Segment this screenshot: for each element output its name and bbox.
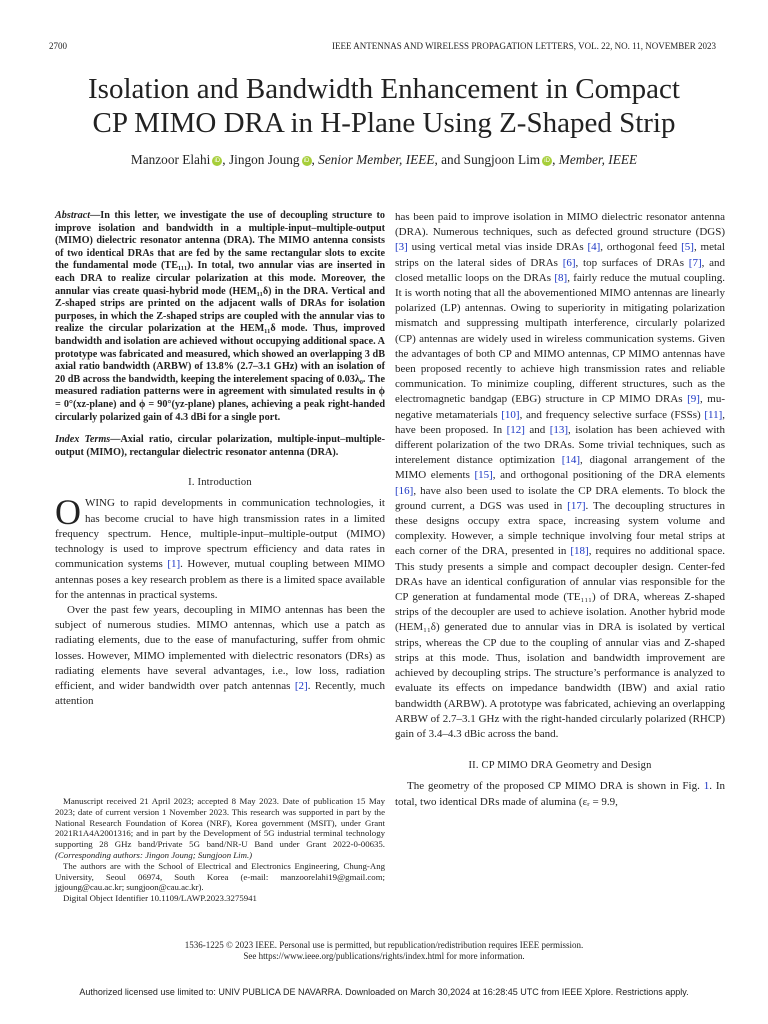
text: has been paid to improve isolation in MIMO dielectric resonator antenna (DRA). Numerous techniques, such as defected ground structure (DGS) xyxy=(395,211,725,239)
citation-link[interactable]: [2] xyxy=(294,679,308,692)
text: , have been proposed. In xyxy=(395,408,725,436)
copyright-notice xyxy=(40,940,728,962)
citation-link[interactable]: [17] xyxy=(567,499,586,512)
text: , metal strips on the lateral sides of DRAs xyxy=(395,241,725,269)
text: The geometry of the proposed CP MIMO DRA is shown in Fig. xyxy=(407,780,704,793)
section-heading-geometry: II. CP MIMO DRA Geometry and Design xyxy=(468,760,652,772)
index-terms xyxy=(55,434,385,459)
intro-paragraph-1 xyxy=(55,492,385,602)
text: and xyxy=(524,423,550,436)
citation-link[interactable]: [5] xyxy=(681,241,694,254)
citation-link[interactable]: [8] xyxy=(554,271,568,284)
intro-p1-text: WING to rapid developments in communication technologies, it has become crucial to have high transmission rates in a limited frequency spectrum. Hence, multiple-input–multiple-output (MIMO) technology is used to improve spectrum efficiency and data rates in communication systems xyxy=(55,497,385,571)
author-1: Manzoor Elahi xyxy=(130,152,211,167)
index-terms-label: Index Terms xyxy=(55,434,111,446)
intro-p2-text: Over the past few years, decoupling in MIMO antennas has been the subject of numerous studies. MIMO antennas, which use a patch as radiating elements, due to the ease of manufacturing, suffer from ohmic losses. However, MIMO implemented with dielectric resonators (DRs) as radiating elements have several advantages, i.e., low loss, radiation efficient, and wider bandwidth over patch antennas xyxy=(55,603,385,692)
orcid-icon[interactable]: iD xyxy=(302,156,312,166)
section-heading-introduction: I. Introduction xyxy=(188,477,252,489)
journal-header: IEEE ANTENNAS AND WIRELESS PROPAGATION LETTERS, VOL. 22, NO. 11, NOVEMBER 2023 xyxy=(331,41,716,51)
intro-p2-text-end: . Recently, much attention xyxy=(55,679,385,708)
text: , requires no additional space. This study presents a simple and compact decoupler design. Center-fed DRAs have an identical configuration of annular vias responsible for the CP generation at fundamental mode (TE₁₁₁) of DRA, whereas Z-shaped strips of the decoupler are used to achieve isolation. Another hybrid mode (HEM₁₁δ) generated due to annular vias in DRA is isolated by vertical strips, whereas the CP due to the coupling of annular vias and Z-shaped strips at this mode. Thus, isolation and bandwidth improvement are achieved by decoupling strips. The structure’s performance is analyzed to evaluate its effects on impedance bandwidth (IBW) and axial ratio bandwidth (ARBW). A prototype was fabricated, achieving an overlapping ARBW of 2.7–3.1 GHz with the right-handed circularly polarized (RHCP) gain of 3.4–4.3 dBic across the band. xyxy=(395,545,725,740)
footnote-corresponding: (Corresponding authors: Jingon Joung; Sungjoon Lim.) xyxy=(55,849,253,860)
left-column xyxy=(55,210,385,709)
text: , and orthogonal positioning of the DRA elements xyxy=(492,469,725,482)
footnote-manuscript xyxy=(55,796,385,861)
text: using vertical metal vias inside DRAs xyxy=(407,241,588,254)
text: , mu-negative metamaterials xyxy=(395,393,725,421)
abstract xyxy=(55,210,385,424)
author-2-role: Senior Member, IEEE xyxy=(318,152,435,167)
text: . The decoupling structures in these designs occupy extra space, increasing system volume and complexity. However, a simple technique involving four metal strips at each corner of the DRA, presented in xyxy=(395,499,725,558)
text: , and frequency selective surface (FSSs) xyxy=(519,408,705,421)
citation-link[interactable]: [1] xyxy=(167,558,181,571)
footnote xyxy=(55,796,385,904)
title-line-2: CP MIMO DRA in H-Plane Using Z-Shaped Strip xyxy=(92,107,676,139)
index-terms-text: —Axial ratio, circular polarization, multiple-input–multiple-output (MIMO), rectangular dielectric resonator antenna (DRA). xyxy=(55,434,385,458)
citation-link[interactable]: [13] xyxy=(549,423,569,436)
citation-link[interactable]: [14] xyxy=(561,454,581,467)
text: , isolation has been achieved with different polarization of the two DRAs. Some trivial techniques, such as interelement distance optimization xyxy=(395,423,725,467)
citation-link[interactable]: [10] xyxy=(501,408,520,421)
text: , fairly reduce the mutual coupling. It is worth noting that all the abovementioned MIMO antennas are linearly polarized (LP) antennas. Owing to superiority in mitigating polarization mismatch and suppressing multipath interference, circularly polarized (CP) antennas are widely used in wireless communication systems. Given the advantages of both CP and MIMO antennas, CP MIMO antennas have been proposed recently to achieve high transmission rates and reliable communication. To minimize coupling, different structures, such as the electromagnetic bandgap (EBG) structure in CP MIMO DRAs xyxy=(395,271,725,406)
title-line-1: Isolation and Bandwidth Enhancement in Compact xyxy=(88,73,680,105)
footnote-doi: Digital Object Identifier 10.1109/LAWP.2023.3275941 xyxy=(63,893,257,904)
citation-link[interactable]: [16] xyxy=(395,484,414,497)
orcid-icon[interactable]: iD xyxy=(212,156,222,166)
author-2: Jingon Joung xyxy=(228,152,300,167)
copyright-line-2: See https://www.ieee.org/publications/rights/index.html for more information. xyxy=(243,951,525,961)
author-separator: , and xyxy=(434,152,464,167)
citation-link[interactable]: [18] xyxy=(570,545,589,558)
author-list: Manzoor Elahi iD , Jingon Joung iD , Senior Member, IEEE, and Sungjoon Lim iD , Member, IEEE xyxy=(130,152,638,167)
intro-paragraph-2-cont xyxy=(395,210,725,742)
text: , orthogonal feed xyxy=(600,241,682,254)
page-number: 2700 xyxy=(49,41,67,51)
geometry-paragraph xyxy=(395,779,725,809)
text: , and closed metallic loops on the DRAs xyxy=(395,256,725,284)
citation-link[interactable]: [9] xyxy=(687,393,700,406)
right-column xyxy=(395,210,725,810)
citation-link[interactable]: [15] xyxy=(474,469,493,482)
copyright-line-1: 1536-1225 © 2023 IEEE. Personal use is permitted, but republication/redistribution requires IEEE permission. xyxy=(184,940,584,950)
citation-link[interactable]: [4] xyxy=(587,241,601,254)
intro-p1-text-end: . However, mutual coupling between MIMO antennas poses a key research problem as there is a limited space available for the antennas in practical systems. xyxy=(55,558,385,601)
author-3: Sungjoon Lim xyxy=(463,152,541,167)
text: . In total, two identical DRs made of alumina (εᵣ = 9.9, xyxy=(395,780,725,808)
citation-link[interactable]: [12] xyxy=(506,423,525,436)
author-3-role: Member, IEEE xyxy=(558,152,638,167)
figure-link[interactable]: 1 xyxy=(703,780,710,793)
text: , top surfaces of DRAs xyxy=(575,256,689,269)
footnote-manuscript-text: Manuscript received 21 April 2023; accepted 8 May 2023. Date of publication 15 May 2023; date of current version 1 November 2023. This research was supported in part by the National Research Foundation of Korea (NRF), Korea government (MSIT), under Grant 2021R1A4A2001316; and in part by the Development of 5G industrial terminal technology supporting 28 GHz band/Private 5G band/NR-U Band under Grant 2022-0-00635. xyxy=(55,796,385,850)
abstract-text: —In this letter, we investigate the use of decoupling structure to improve isolation and bandwidth in a multiple-input–multiple-output (MIMO) dielectric resonator antenna (DRA). The MIMO antenna consists of two identical DRAs that are fed by the same rectangular slots to excite the fundamental mode (TE₁₁₁). In total, two annular vias are inserted in each DRA to realize circular polarization at this mode. Moreover, the annular vias create quasi-hybrid mode (HEM₁₁δ) in the DRA. Vertical and Z-shaped strips are printed on the adjacent walls of DRAs for isolation purposes, in which the Z-shaped strips are coupled with the annular vias to realize the circular polarization at the HEM₁₁δ mode. Thus, improved bandwidth and isolation are achieved without occupying additional space. A prototype was fabricated and measured, which showed an overlapping 3 dB axial ratio bandwidth (ARBW) of 13.8% (2.7–3.1 GHz) with an isolation of 20 dB across the bandwidth, keeping the interelement spacing of 0.03λ₀. The measured radiation patterns were in agreement with simulated results in ϕ = 0°(xz-plane) and ϕ = 90°(yz-plane) planes, achieving a peak right-handed circularly polarized gain of 4.3 dBi for a single port. xyxy=(55,210,385,423)
citation-link[interactable]: [11] xyxy=(704,408,723,421)
text: , have also been used to isolate the CP DRA elements. To block the ground current, a DGS was used in xyxy=(395,484,725,512)
paper-title xyxy=(40,72,728,140)
license-notice: Authorized licensed use limited to: UNIV PUBLICA DE NAVARRA. Downloaded on March 30,2024 at 16:28:45 UTC from IEEE Xplore. Restrictions apply. xyxy=(79,987,689,997)
citation-link[interactable]: [6] xyxy=(562,256,576,269)
text: , diagonal arrangement of the MIMO elements xyxy=(395,454,725,482)
citation-link[interactable]: [3] xyxy=(395,241,408,254)
footnote-affiliation: The authors are with the School of Electrical and Electronics Engineering, Chung-Ang University, Seoul 06974, South Korea (e-mail: manzoorelahi19@gmail.com; jgjoung@cau.ac.kr; sungjoon@cau.ac.kr). xyxy=(55,860,385,893)
orcid-icon[interactable]: iD xyxy=(542,156,552,166)
intro-paragraph-2 xyxy=(55,603,385,709)
citation-link[interactable]: [7] xyxy=(688,256,702,269)
drop-cap: O xyxy=(55,492,81,533)
abstract-label: Abstract xyxy=(55,210,91,221)
